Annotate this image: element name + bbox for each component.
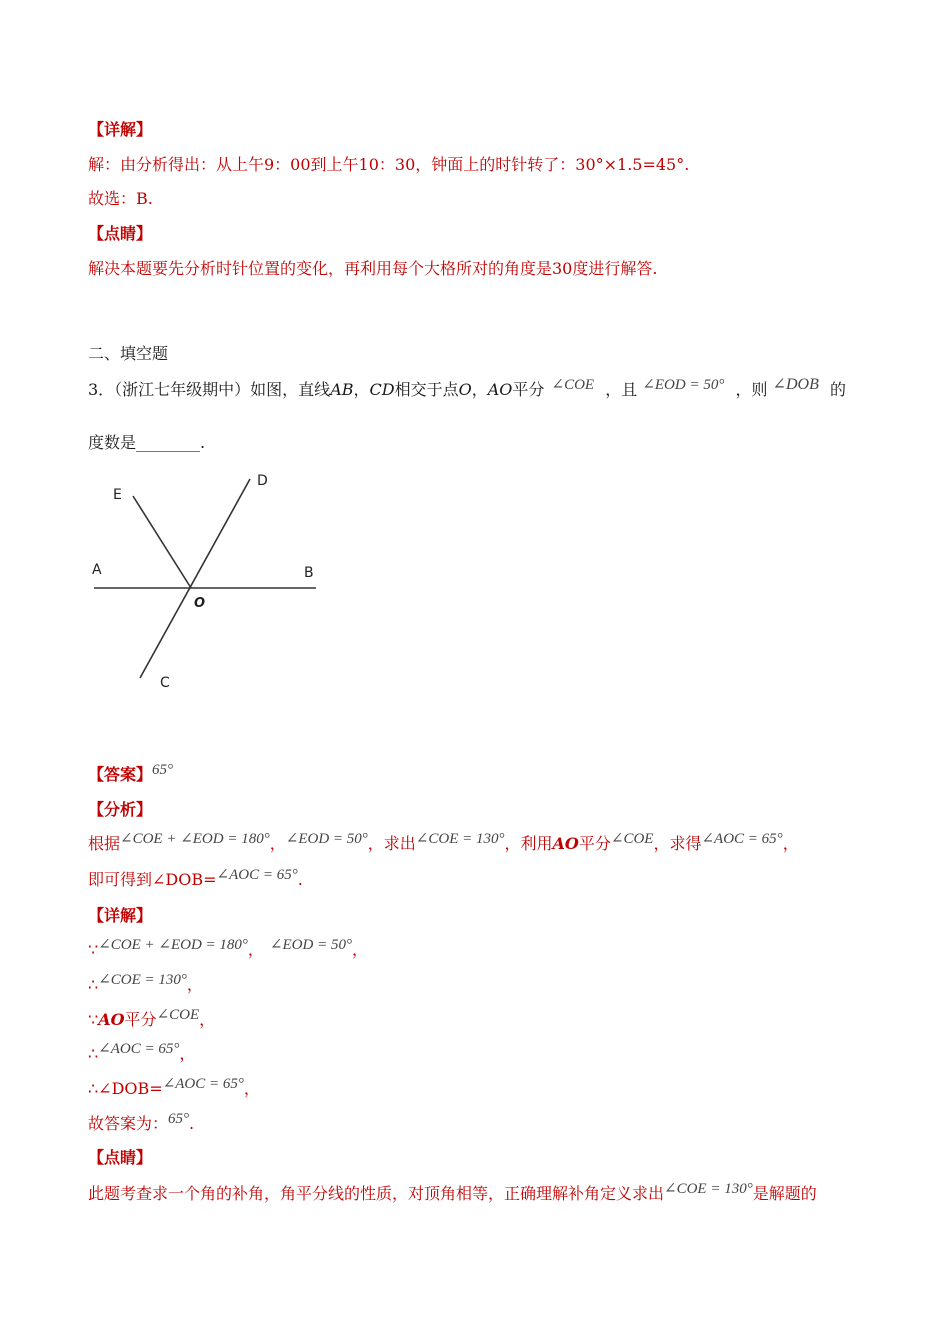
question-text: 的	[829, 380, 846, 399]
question-text: ，	[353, 380, 370, 399]
question-text: ，	[471, 380, 488, 399]
math-sum: ∠COE + ∠EOD = 180°	[98, 937, 248, 953]
tip-line: 解决本题要先分析时针位置的变化，再利用每个大格所对的角度是30度进行解答.	[88, 259, 658, 278]
detail-text: 平分	[124, 1010, 157, 1029]
detail-step	[88, 972, 203, 996]
detail-text: .	[189, 1114, 195, 1133]
tip-text: 是解题的	[752, 1184, 817, 1203]
math-eod: ∠EOD = 50°	[285, 831, 368, 847]
question-text: 3．（浙江七年级期中）如图，直线	[88, 380, 331, 399]
question-line	[88, 376, 846, 401]
question-line2: 度数是________.	[88, 433, 206, 452]
detail-step	[88, 1111, 195, 1135]
label-o: O	[194, 596, 206, 611]
question-text: 相交于点	[394, 380, 459, 399]
analysis-text: .	[297, 870, 303, 889]
detail-text: 故答案为：	[88, 1114, 169, 1133]
analysis-ao: AO	[552, 834, 579, 853]
math-coe: ∠COE	[156, 1007, 200, 1023]
analysis-text: 根据	[88, 834, 121, 853]
question-ab: AB	[330, 380, 354, 399]
analysis-heading: 【分析】	[88, 800, 153, 819]
question-ao: AO	[487, 380, 513, 399]
question-text: ，则	[735, 380, 768, 399]
detail-step	[88, 1076, 260, 1100]
math-dob: ∠DOB	[772, 376, 819, 393]
detail-text: ，	[247, 940, 264, 959]
detail-text: ，	[351, 940, 368, 959]
detail-text: ，	[186, 975, 203, 994]
answer-value: 65°	[152, 762, 174, 778]
analysis-text: ，求得	[653, 834, 702, 853]
detail-line: 解：由分析得出：从上午9：00到上午10：30，钟面上的时针转了：30°×1.5=45°.	[88, 155, 690, 174]
math-coe: ∠COE	[610, 831, 654, 847]
label-a: A	[92, 562, 102, 578]
detail-text: ，	[199, 1010, 216, 1029]
detail-text: ，	[179, 1044, 196, 1063]
answer-heading: 【答案】	[88, 765, 153, 784]
detail-text: ∴∠DOB=	[88, 1079, 163, 1098]
math-aoc: ∠AOC = 65°	[701, 831, 783, 847]
question-text: 平分	[512, 380, 545, 399]
label-d: D	[257, 473, 268, 489]
question-text: ，且	[605, 380, 638, 399]
detail-ao: AO	[98, 1010, 125, 1029]
detail-heading: 【详解】	[88, 906, 153, 925]
math-coe: ∠COE = 130°	[98, 972, 187, 988]
analysis-text: ，	[782, 834, 799, 853]
math-sum: ∠COE + ∠EOD = 180°	[120, 831, 270, 847]
analysis-line1	[88, 831, 799, 855]
question-o: O	[458, 380, 472, 399]
tip-heading: 【点睛】	[88, 224, 153, 243]
because-symbol: ∵	[88, 940, 99, 959]
math-eod: ∠EOD = 50°	[642, 377, 725, 393]
label-b: B	[304, 565, 314, 581]
math-coe: ∠COE = 130°	[664, 1181, 753, 1197]
label-e: E	[113, 487, 122, 503]
math-coe: ∠COE = 130°	[415, 831, 505, 847]
analysis-text: 即可得到∠DOB=	[88, 870, 217, 889]
section-title: 二、填空题	[88, 344, 169, 363]
tip-text: 此题考查求一个角的补角，角平分线的性质，对顶角相等，正确理解补角定义求出	[88, 1184, 665, 1203]
analysis-text: 平分	[578, 834, 611, 853]
question-cd: CD	[369, 380, 395, 399]
math-aoc: ∠AOC = 65°	[162, 1076, 244, 1092]
because-symbol: ∵	[88, 1010, 99, 1029]
detail-step	[88, 1041, 196, 1065]
answer-line	[88, 762, 174, 786]
detail-line: 故选：B.	[88, 189, 153, 208]
tip-heading: 【点睛】	[88, 1148, 153, 1167]
analysis-text: ，利用	[504, 834, 553, 853]
analysis-line2	[88, 867, 303, 891]
detail-step	[88, 937, 368, 961]
detail-text: ，	[243, 1079, 260, 1098]
analysis-text: ，	[269, 834, 286, 853]
ray-oe	[133, 496, 191, 588]
tip-line	[88, 1181, 817, 1205]
therefore-symbol: ∴	[88, 1044, 99, 1063]
detail-heading: 【详解】	[88, 120, 153, 139]
label-c: C	[160, 675, 170, 691]
detail-step	[88, 1007, 216, 1031]
math-answer: 65°	[168, 1111, 190, 1127]
math-eod: ∠EOD = 50°	[269, 937, 352, 953]
line-cd	[140, 479, 250, 678]
therefore-symbol: ∴	[88, 975, 99, 994]
math-aoc: ∠AOC = 65°	[98, 1041, 180, 1057]
math-coe: ∠COE	[551, 377, 595, 393]
analysis-text: ，求出	[367, 834, 416, 853]
geometry-figure	[80, 462, 340, 702]
math-aoc: ∠AOC = 65°	[216, 867, 298, 883]
